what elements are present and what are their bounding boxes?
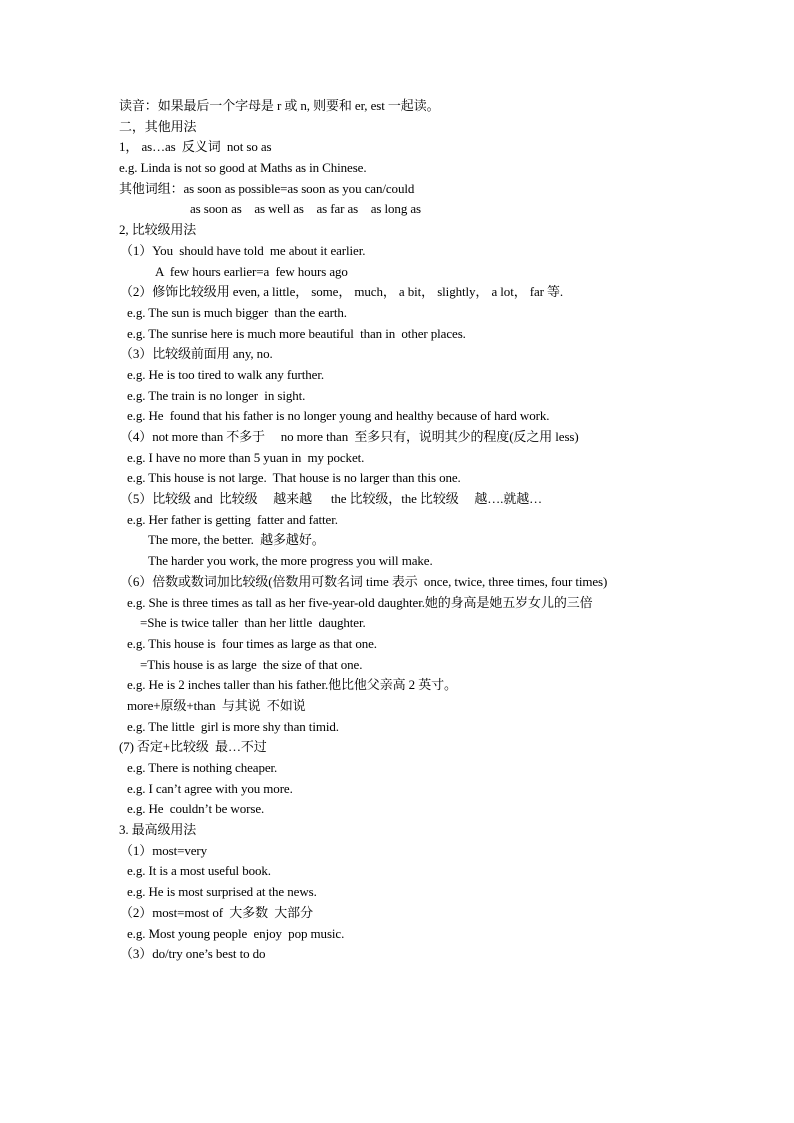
example-line: e.g. This house is four times as large as that one. <box>127 635 377 651</box>
example-line: e.g. He found that his father is no longer young and healthy because of hard work. <box>127 408 550 424</box>
text-line: （2）修饰比较级用 even, a little， some， much， a bit， slightly， a lot， far 等. <box>120 284 564 300</box>
example-line: =She is twice taller than her little daughter. <box>140 615 366 631</box>
text-line: （6）倍数或数词加比较级(倍数用可数名词 time 表示 once, twice, three times, four times) <box>120 573 608 589</box>
example-line: e.g. The sunrise here is much more beautiful than in other places. <box>127 325 466 341</box>
example-line: e.g. Her father is getting fatter and fatter. <box>127 511 338 527</box>
example-line: =This house is as large the size of that one. <box>140 656 363 672</box>
example-line: e.g. Linda is not so good at Maths as in Chinese. <box>119 160 367 176</box>
section-heading: 二，其他用法 <box>119 118 197 134</box>
text-line: A few hours earlier=a few hours ago <box>155 263 348 279</box>
example-line: e.g. The sun is much bigger than the earth. <box>127 304 347 320</box>
text-line: （5）比较级 and 比较级 越来越 the 比较级，the 比较级 越….就越… <box>120 491 543 507</box>
example-line: e.g. He is most surprised at the news. <box>127 884 317 900</box>
text-line: 其他词组：as soon as possible=as soon as you can/could <box>119 180 415 196</box>
text-line: more+原级+than 与其说 不如说 <box>127 697 306 713</box>
text-line: （4）not more than 不多于 no more than 至多只有，说明其少的程度(反之用 less) <box>120 429 579 444</box>
example-line: e.g. This house is not large. That house is no larger than this one. <box>127 470 461 486</box>
example-line: e.g. He couldn’t be worse. <box>127 801 265 817</box>
text-line: 1， as…as 反义词 not so as <box>119 139 272 155</box>
example-line: e.g. I can’t agree with you more. <box>127 780 293 796</box>
example-line: e.g. I have no more than 5 yuan in my pocket. <box>127 449 365 465</box>
example-line: e.g. There is nothing cheaper. <box>127 760 278 775</box>
text-line: (7) 否定+比较级 最…不过 <box>119 739 267 755</box>
example-line: e.g. He is 2 inches taller than his father.他比他父亲高 2 英寸。 <box>127 677 457 693</box>
text-line: （2）most=most of 大多数 大部分 <box>120 904 313 920</box>
example-line: e.g. Most young people enjoy pop music. <box>127 925 345 941</box>
text-line: （3）do/try one’s best to do <box>120 946 266 962</box>
section-heading: 3. 最高级用法 <box>119 822 197 838</box>
example-line: e.g. The little girl is more shy than timid. <box>127 718 339 734</box>
example-line: The more, the better. 越多越好。 <box>148 532 325 548</box>
text-line: 读音：如果最后一个字母是 r 或 n, 则要和 er, est 一起读。 <box>119 98 440 113</box>
example-line: e.g. The train is no longer in sight. <box>127 387 306 403</box>
text-line: as soon as as well as as far as as long as <box>190 201 422 217</box>
example-line: e.g. She is three times as tall as her five-year-old daughter.她的身高是她五岁女儿的三倍 <box>127 594 593 610</box>
example-line: The harder you work, the more progress you will make. <box>148 553 433 569</box>
example-line: e.g. He is too tired to walk any further. <box>127 366 324 382</box>
text-line: （1）You should have told me about it earlier. <box>120 242 366 258</box>
document-body <box>0 96 794 965</box>
section-heading: 2, 比较级用法 <box>119 222 197 238</box>
text-line: （1）most=very <box>120 842 208 858</box>
example-line: e.g. It is a most useful book. <box>127 863 271 879</box>
text-line: （3）比较级前面用 any, no. <box>120 346 273 362</box>
